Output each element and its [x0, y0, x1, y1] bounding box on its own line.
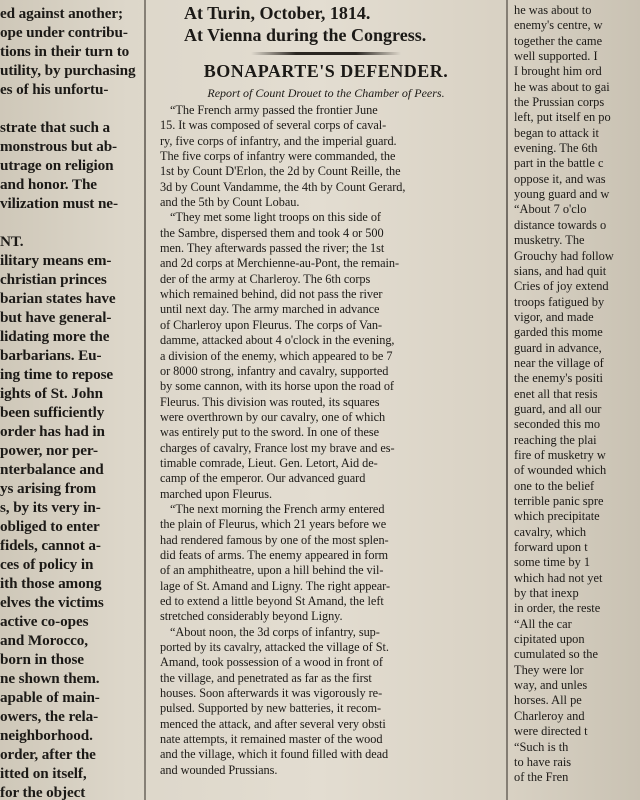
text-line: christian princes	[0, 271, 107, 288]
text-line: cavalry, which	[514, 524, 587, 539]
text-line: the enemy's positi	[514, 371, 603, 386]
text-line: Amand, took possession of a wood in front of	[160, 655, 383, 670]
text-line: a division of the enemy, which appeared to be 7	[160, 348, 393, 363]
text-line: utility, by purchasing	[0, 62, 136, 79]
text-line: did feats of arms. The enemy appeared in form	[160, 547, 389, 562]
text-line: nate attempts, it remained master of the wood	[160, 732, 383, 747]
text-line: fire of musketry w	[514, 447, 606, 462]
text-line: terrible panic spre	[514, 494, 604, 508]
text-line: the village, and penetrated as far as the first	[160, 670, 372, 685]
text-line: stretched considerably beyond Ligny.	[160, 609, 343, 624]
text-line: vigor, and made	[514, 309, 594, 324]
text-line: monstrous but ab-	[0, 138, 118, 155]
text-line: tions in their turn to	[0, 43, 130, 60]
text-line: of the Fren	[514, 770, 569, 785]
text-line: enemy's centre, w	[514, 18, 603, 33]
text-line: guard in advance,	[514, 340, 602, 355]
text-line: in order, the reste	[514, 601, 601, 616]
text-line: of an amphitheatre, upon a hill behind the vil-	[160, 563, 384, 578]
text-line: and honor. The	[0, 176, 97, 193]
text-line: power, nor per-	[0, 442, 98, 459]
text-line: by some cannon, with its horse upon the road of	[160, 379, 394, 394]
text-line: of Charleroy upon Fleurus. The corps of Van-	[160, 317, 383, 332]
text-line: men. They afterwards passed the river; the 1st	[160, 241, 385, 256]
text-line: horses. All pe	[514, 693, 582, 708]
text-line: near the village of	[514, 355, 604, 370]
text-line: “About noon, the 3d corps of infantry, sup-	[170, 624, 380, 639]
text-line: reaching the plai	[514, 432, 597, 447]
text-line: he was about to	[514, 3, 592, 17]
text-line: utrage on religion	[0, 157, 114, 174]
text-line: ry, five corps of infantry, and the imperial guard.	[160, 133, 397, 148]
text-line: pulsed. Supported by new batteries, it recom-	[160, 701, 382, 716]
text-line: ing time to repose	[0, 366, 114, 383]
text-line: strate that such a	[0, 119, 110, 136]
text-line: some time by 1	[514, 555, 591, 570]
right-column	[512, 0, 640, 800]
text-line: forward upon t	[514, 540, 588, 555]
text-line: which precipitate	[514, 509, 600, 524]
text-line: for the object	[0, 784, 86, 800]
text-line: began to attack it	[514, 125, 599, 140]
text-line: They were lor	[514, 662, 584, 677]
text-line: to have rais	[514, 754, 572, 769]
text-line: were directed t	[514, 724, 588, 739]
text-line: troops fatigued by	[514, 294, 605, 309]
text-line: apable of main-	[0, 689, 100, 706]
text-line: cumulated so the	[514, 647, 598, 662]
text-line: the Prussian corps	[514, 95, 605, 110]
text-line: and wounded Prussians.	[160, 762, 278, 777]
text-line: cipitated upon	[514, 632, 585, 647]
text-line: houses. Soon afterwards it was vigorously re-	[160, 686, 383, 701]
text-line: been sufficiently	[0, 404, 105, 421]
text-line: way, and unles	[514, 678, 588, 693]
text-line: “About 7 o'clo	[514, 202, 587, 217]
text-line: camp of the emperor. Our advanced guard	[160, 471, 366, 486]
text-line: Grouchy had follow	[514, 248, 614, 263]
text-line: “Such is th	[514, 739, 569, 754]
text-line: obliged to enter	[0, 518, 100, 535]
text-line: fidels, cannot a-	[0, 537, 101, 554]
text-line: charges of cavalry, France lost my brave and es-	[160, 440, 395, 455]
text-line: es of his unfortu-	[0, 81, 109, 98]
ornamental-rule	[251, 52, 401, 55]
text-line: lidating more the	[0, 328, 110, 345]
text-line: lage of St. Amand and Ligny. The right appear-	[160, 578, 391, 593]
text-line: which had not yet	[514, 570, 603, 585]
text-line: and Morocco,	[0, 632, 88, 649]
text-line: “All the car	[514, 616, 572, 631]
text-line: 15. It was composed of several corps of caval-	[160, 118, 387, 133]
text-line: part in the battle c	[514, 156, 604, 171]
text-line: active co-opes	[0, 613, 89, 630]
text-line: barian states have	[0, 290, 116, 307]
text-line: young guard and w	[514, 187, 610, 202]
article-title: BONAPARTE'S DEFENDER.	[203, 61, 449, 81]
text-line: musketry. The	[514, 233, 585, 248]
text-line: until next day. The army marched in advance	[160, 302, 380, 317]
text-line	[0, 213, 142, 232]
text-line: The five corps of infantry were commanded, the	[160, 149, 396, 164]
text-line: nterbalance and	[0, 461, 104, 478]
text-line: but have general-	[0, 309, 112, 326]
text-line: sians, and had quit	[514, 263, 607, 278]
text-line: which remained behind, did not pass the river	[160, 287, 383, 302]
middle-column	[150, 0, 502, 800]
text-line: evening. The 6th	[514, 141, 598, 156]
text-line: 3d by Count Vandamme, the 4th by Count Gerard,	[160, 179, 406, 194]
text-line: was entirely put to the sword. In one of these	[160, 425, 379, 440]
text-line: menced the attack, and after several very obsti	[160, 716, 386, 731]
text-line: were overthrown by our cavalry, one of which	[160, 409, 386, 424]
text-line: ights of St. John	[0, 385, 103, 402]
article-subtitle: Report of Count Drouet to the Chamber of Peers.	[207, 86, 445, 100]
text-line: well supported. I	[514, 49, 598, 64]
text-line: I brought him ord	[514, 64, 602, 79]
text-line: barbarians. Eu-	[0, 347, 102, 364]
column-rule	[506, 0, 508, 800]
text-line: enet all that resis	[514, 386, 598, 401]
text-line: and 2d corps at Merchienne-au-Pont, the remain-	[160, 256, 400, 271]
text-line: itted on itself,	[0, 765, 87, 782]
text-line: had rendered famous by one of the most splen-	[160, 532, 389, 547]
text-line: ys arising from	[0, 480, 97, 497]
text-line: marched upon Fleurus.	[160, 486, 272, 501]
text-line: timable comrade, Lieut. Gen. Letort, Aid de-	[160, 455, 378, 470]
text-line: owers, the rela-	[0, 708, 99, 725]
text-line: Fleurus. This division was routed, its squares	[160, 394, 380, 409]
text-line: Cries of joy extend	[514, 279, 609, 294]
text-line: order, after the	[0, 746, 96, 763]
text-line: by that inexp	[514, 586, 579, 601]
text-line: neighborhood.	[0, 727, 93, 744]
text-line: the Sambre, dispersed them and took 4 or 500	[160, 225, 384, 240]
text-line: ith those among	[0, 575, 102, 592]
header-line-vienna: At Vienna during the Congress.	[184, 25, 427, 45]
text-line	[0, 99, 142, 118]
text-line: and the 5th by Count Lobau.	[160, 195, 300, 210]
text-line: ed against another;	[0, 5, 123, 22]
text-line: the plain of Fleurus, which 21 years before we	[160, 517, 387, 532]
text-line: NT.	[0, 233, 24, 250]
text-line: seconded this mo	[514, 417, 601, 432]
text-line: ported by its cavalry, attacked the village of St.	[160, 640, 389, 655]
text-line: vilization must ne-	[0, 195, 118, 212]
text-line: ope under contribu-	[0, 24, 128, 41]
text-line: garded this mome	[514, 325, 603, 340]
right-column-text	[512, 0, 640, 786]
text-line: “The French army passed the frontier June	[170, 103, 378, 117]
text-line: oppose it, and was	[514, 171, 606, 186]
text-line: Charleroy and	[514, 708, 585, 723]
text-line: distance towards o	[514, 217, 607, 232]
text-line: “The next morning the French army entered	[170, 501, 385, 516]
header-line-turin: At Turin, October, 1814.	[184, 3, 371, 23]
text-line: or 8000 strong, infantry and cavalry, supported	[160, 363, 389, 378]
text-line: he was about to gai	[514, 79, 610, 94]
left-column	[0, 0, 142, 800]
text-line: of wounded which	[514, 463, 607, 478]
text-line: together the came	[514, 33, 603, 48]
text-line: ne shown them.	[0, 670, 100, 687]
text-line: and the village, which it found filled with dead	[160, 747, 389, 762]
text-line: 1st by Count D'Erlon, the 2d by Count Reille, the	[160, 164, 401, 179]
text-line: ilitary means em-	[0, 252, 112, 269]
text-line: ed to extend a little beyond St Amand, the left	[160, 594, 384, 608]
text-line: ces of policy in	[0, 556, 94, 573]
text-line: der of the army at Charleroy. The 6th corps	[160, 271, 371, 286]
text-line: guard, and all our	[514, 401, 602, 416]
article-body	[150, 103, 502, 778]
text-line: born in those	[0, 651, 84, 668]
left-column-text	[0, 0, 142, 800]
text-line: elves the victims	[0, 594, 104, 611]
text-line: one to the belief	[514, 478, 595, 493]
text-line: left, put itself en po	[514, 110, 611, 125]
column-rule	[144, 0, 146, 800]
text-line: s, by its very in-	[0, 499, 101, 516]
text-line: “They met some light troops on this side of	[170, 210, 381, 225]
text-line: order has had in	[0, 423, 105, 440]
text-line: damme, attacked about 4 o'clock in the evening,	[160, 333, 395, 348]
